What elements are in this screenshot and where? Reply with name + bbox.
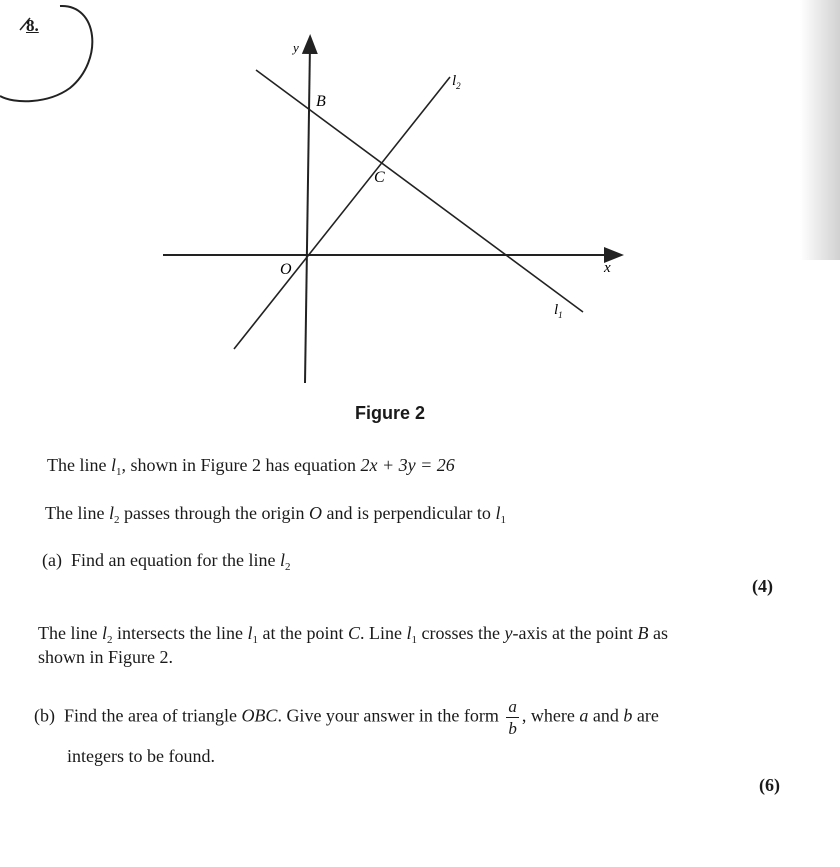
middle-text-line-1: The line $l_2$ intersects the line $l_1$ at the point C. Line $l_1$ crosses the y-axis at the point B as [38, 623, 668, 646]
line-l1 [256, 70, 583, 312]
l2-label: $l_2$ [452, 73, 461, 91]
part-a-marks: (4) [752, 576, 773, 596]
part-b-question: (b) Find the area of triangle OBC. Give your answer in the form $\frac{a}{b}$ , where a and b are [34, 697, 659, 738]
figure-2-diagram [0, 0, 840, 400]
y-axis [305, 44, 310, 383]
intro-line-2: The line $l_2$ passes through the origin O and is perpendicular to $l_1$ [45, 503, 506, 526]
x-axis-label: x [604, 260, 611, 276]
question-number: 8. [26, 16, 39, 35]
middle-text-line-2: shown in Figure 2. [38, 647, 173, 667]
part-a-question: (a) Find an equation for the line $l_2$ [42, 550, 291, 573]
fraction-a-over-b: $\frac{a}{b}$ [508, 697, 517, 738]
intro-line-1: The line $l_1$, shown in Figure 2 has equation 2x + 3y = 26 [47, 455, 455, 478]
point-c-label: C [374, 169, 385, 186]
part-b-marks: (6) [759, 775, 780, 795]
l1-label: $l_1$ [554, 302, 563, 320]
figure-caption: Figure 2 [354, 403, 425, 423]
part-b-question-line-2: integers to be found. [67, 746, 215, 766]
origin-label: O [280, 261, 292, 278]
y-axis-label: y [293, 40, 299, 55]
line-l2 [234, 77, 450, 349]
point-b-label: B [316, 93, 326, 110]
